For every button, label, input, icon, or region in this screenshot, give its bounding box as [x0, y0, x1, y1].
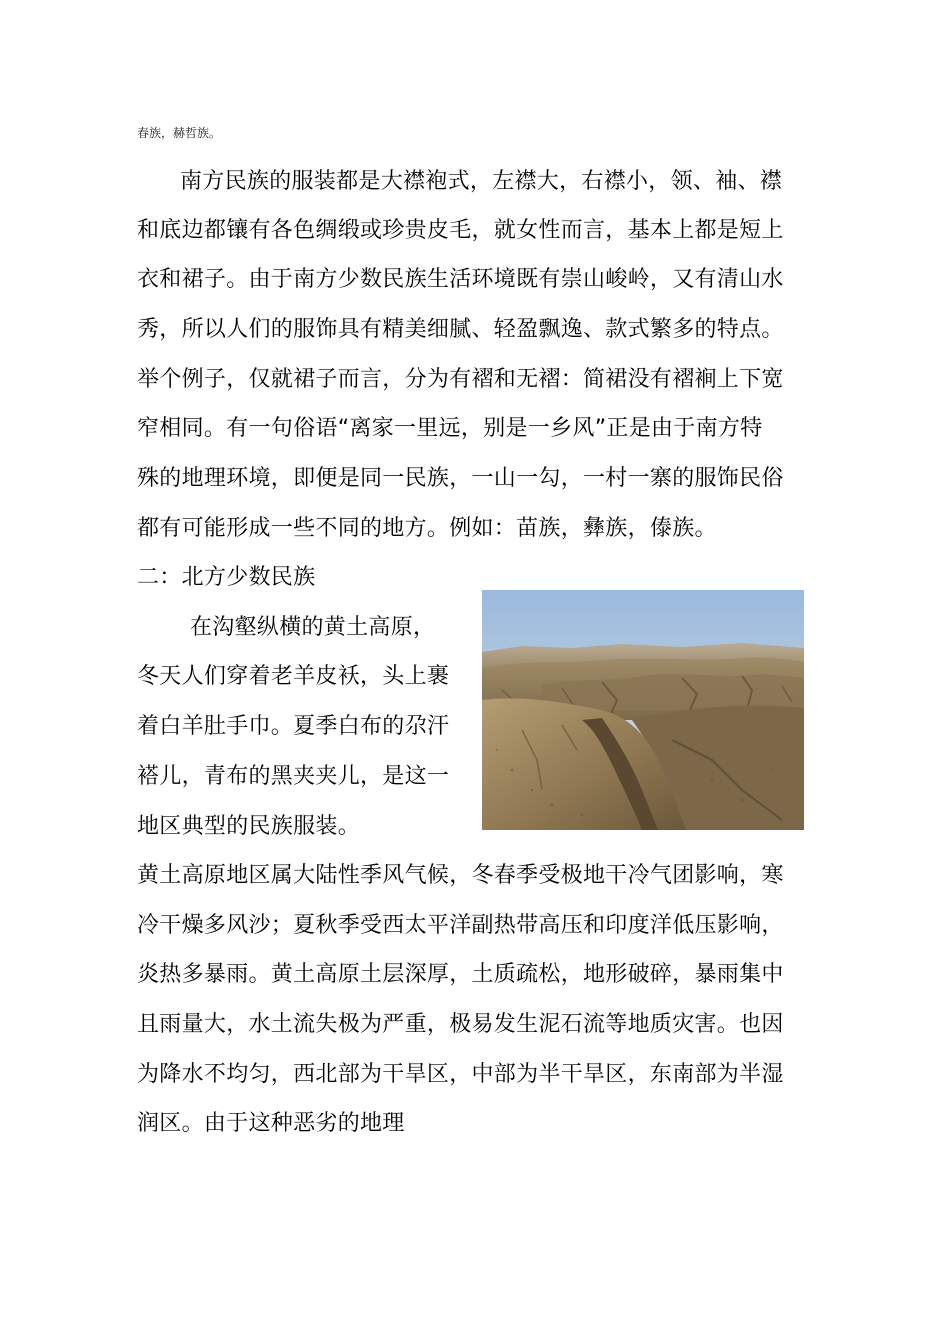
south-paragraph-line: 衣和裙子。由于南方少数民族生活环境既有崇山峻岭，又有清山水 — [137, 267, 784, 292]
section-heading: 二：北方少数民族 — [137, 565, 316, 590]
south-paragraph-line: 窄相同。有一句俗语“离家一里远，别是一乡风”正是由于南方特 — [137, 416, 763, 441]
loess-paragraph-line: 黄土高原地区属大陆性季风气候，冬春季受极地干冷气团影响，寒 — [137, 863, 784, 888]
loess-paragraph-line: 润区。由于这种恶劣的地理 — [137, 1111, 405, 1136]
loess-paragraph-line: 冷干燥多风沙；夏秋季受西太平洋副热带高压和印度洋低压影响， — [137, 913, 784, 938]
north-intro-line: 冬天人们穿着老羊皮袄，头上裹 — [137, 664, 450, 689]
loess-paragraph-line: 为降水不均匀，西北部为干旱区，中部为半干旱区，东南部为半湿 — [137, 1062, 784, 1087]
loess-paragraph-line: 炎热多暴雨。黄土高原土层深厚，土质疏松，地形破碎，暴雨集中 — [137, 962, 784, 987]
north-intro-line: 褡儿，青布的黑夹夹儿，是这一 — [137, 764, 450, 789]
south-paragraph-line: 殊的地理环境，即便是同一民族，一山一勾，一村一寨的服饰民俗 — [137, 466, 784, 491]
north-intro-line: 着白羊肚手巾。夏季白布的尕汗 — [137, 714, 450, 739]
south-paragraph-line: 都有可能形成一些不同的地方。例如：苗族，彝族，傣族。 — [137, 516, 717, 541]
south-paragraph-line: 南方民族的服装都是大襟袍式，左襟大，右襟小，领、袖、襟 — [180, 169, 783, 194]
loess-paragraph-line: 且雨量大，水土流失极为严重，极易发生泥石流等地质灾害。也因 — [137, 1012, 784, 1037]
south-paragraph-line: 举个例子，仅就裙子而言，分为有褶和无褶：简裙没有褶裥上下宽 — [137, 367, 784, 392]
south-paragraph-line: 秀，所以人们的服饰具有精美细腻、轻盈飘逸、款式繁多的特点。 — [137, 317, 784, 342]
north-intro-line: 在沟壑纵横的黄土高原， — [190, 615, 436, 640]
north-intro-line: 地区典型的民族服装。 — [137, 814, 361, 839]
continued-text-fragment: 春族，赫哲族。 — [137, 126, 222, 140]
loess-plateau-photo — [482, 590, 804, 830]
south-paragraph-line: 和底边都镶有各色绸缎或珍贵皮毛，就女性而言，基本上都是短上 — [137, 218, 784, 243]
